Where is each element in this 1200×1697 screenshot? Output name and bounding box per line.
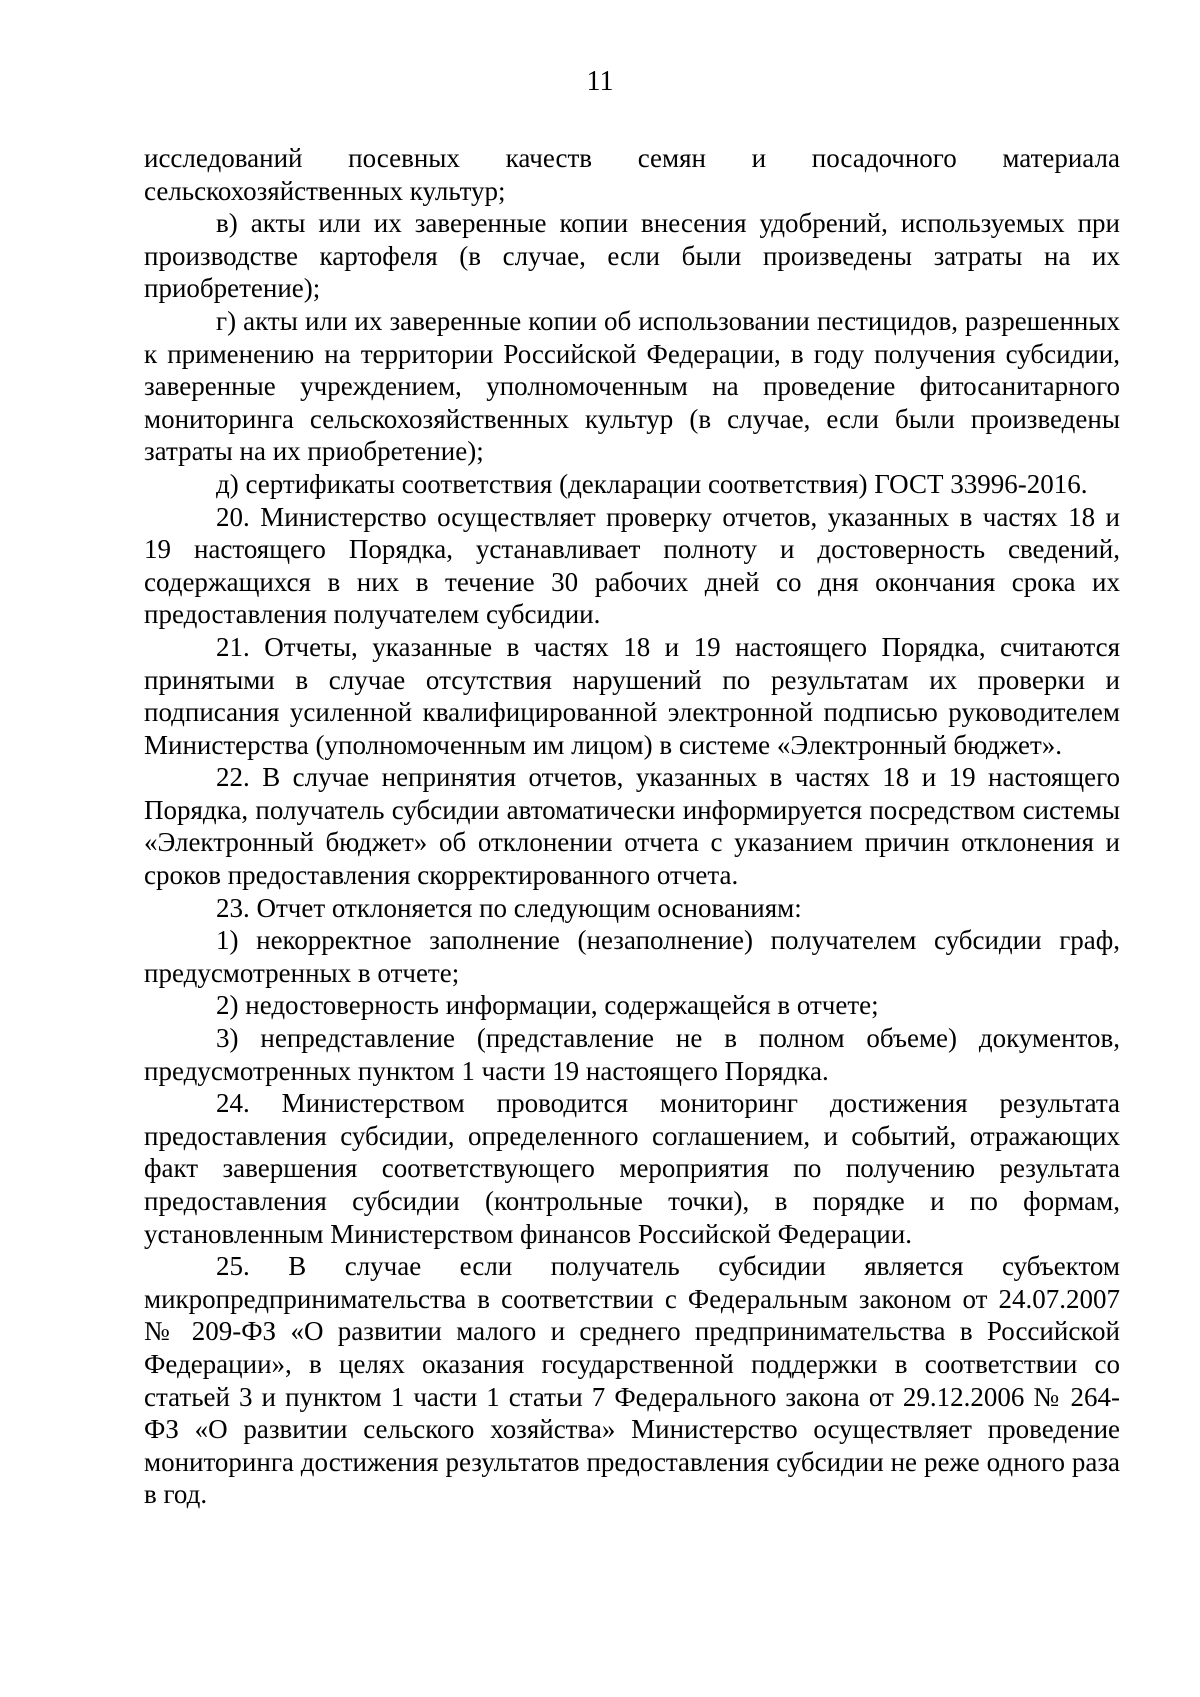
paragraph-item-d: д) сертификаты соответствия (декларации соответствия) ГОСТ 33996-2016.: [216, 468, 1088, 499]
document-body: [144, 142, 1120, 1511]
paragraph-reason-3: 3) непредставление (представление не в полном объеме) документов, предусмотренных пунктом 1 части 19 настоящего Порядка.: [144, 1023, 1120, 1086]
paragraph-section-24: 24. Министерством проводится мониторинг достижения результата предоставления субсидии, определенного соглашением, и событий, отражающих факт завершения соответствующего мероприятия по получению результата предоставления субсидии (контрольные точки), в порядке и по формам, установленным Министерством финансов Российской Федерации.: [144, 1088, 1120, 1249]
paragraph-continuation: исследований посевных качеств семян и посадочного материала сельскохозяйственных культур;: [144, 143, 1120, 206]
page-number: 11: [586, 66, 614, 97]
paragraph-section-22: 22. В случае непринятия отчетов, указанных в частях 18 и 19 настоящего Порядка, получатель субсидии автоматически информируется посредством системы «Электронный бюджет» об отклонении отчета с указанием причин отклонения и сроков предоставления скорректированного отчета.: [144, 762, 1120, 891]
paragraph-reason-1: 1) некорректное заполнение (незаполнение) получателем субсидии граф, предусмотренных в отчете;: [144, 925, 1120, 988]
paragraph-section-23: 23. Отчет отклоняется по следующим основаниям:: [216, 892, 802, 923]
paragraph-section-21: 21. Отчеты, указанные в частях 18 и 19 настоящего Порядка, считаются принятыми в случае отсутствия нарушений по результатам их проверки и подписания усиленной квалифицированной электронной подписью руководителем Министерства (уполномоченным им лицом) в системе «Электронный бюджет».: [144, 631, 1120, 760]
paragraph-item-g: г) акты или их заверенные копии об использовании пестицидов, разрешенных к применению на территории Российской Федерации, в году получения субсидии, заверенные учреждением, уполномоченным на проведение фитосанитарного мониторинга сельскохозяйственных культур (в случае, если были произведены затраты на их приобретение);: [144, 305, 1120, 467]
paragraph-section-25: 25. В случае если получатель субсидии является субъектом микропредпринимательства в соответствии с Федеральным законом от 24.07.2007 № 209-ФЗ «О развитии малого и среднего предпринимательства в Российской Федерации», в целях оказания государственной поддержки в соответствии со статьей 3 и пунктом 1 части 1 статьи 7 Федерального закона от 29.12.2006 № 264-ФЗ «О развитии сельского хозяйства» Министерство осуществляет проведение мониторинга достижения результатов предоставления субсидии не реже одного раза в год.: [144, 1251, 1120, 1510]
paragraph-item-v: в) акты или их заверенные копии внесения удобрений, используемых при производстве картофеля (в случае, если были произведены затраты на их приобретение);: [144, 208, 1120, 304]
paragraph-section-20: 20. Министерство осуществляет проверку отчетов, указанных в частях 18 и 19 настоящего Порядка, устанавливает полноту и достоверность сведений, содержащихся в них в течение 30 рабочих дней со дня окончания срока их предоставления получателем субсидии.: [144, 501, 1120, 630]
paragraph-reason-2: 2) недостоверность информации, содержащейся в отчете;: [216, 990, 879, 1021]
